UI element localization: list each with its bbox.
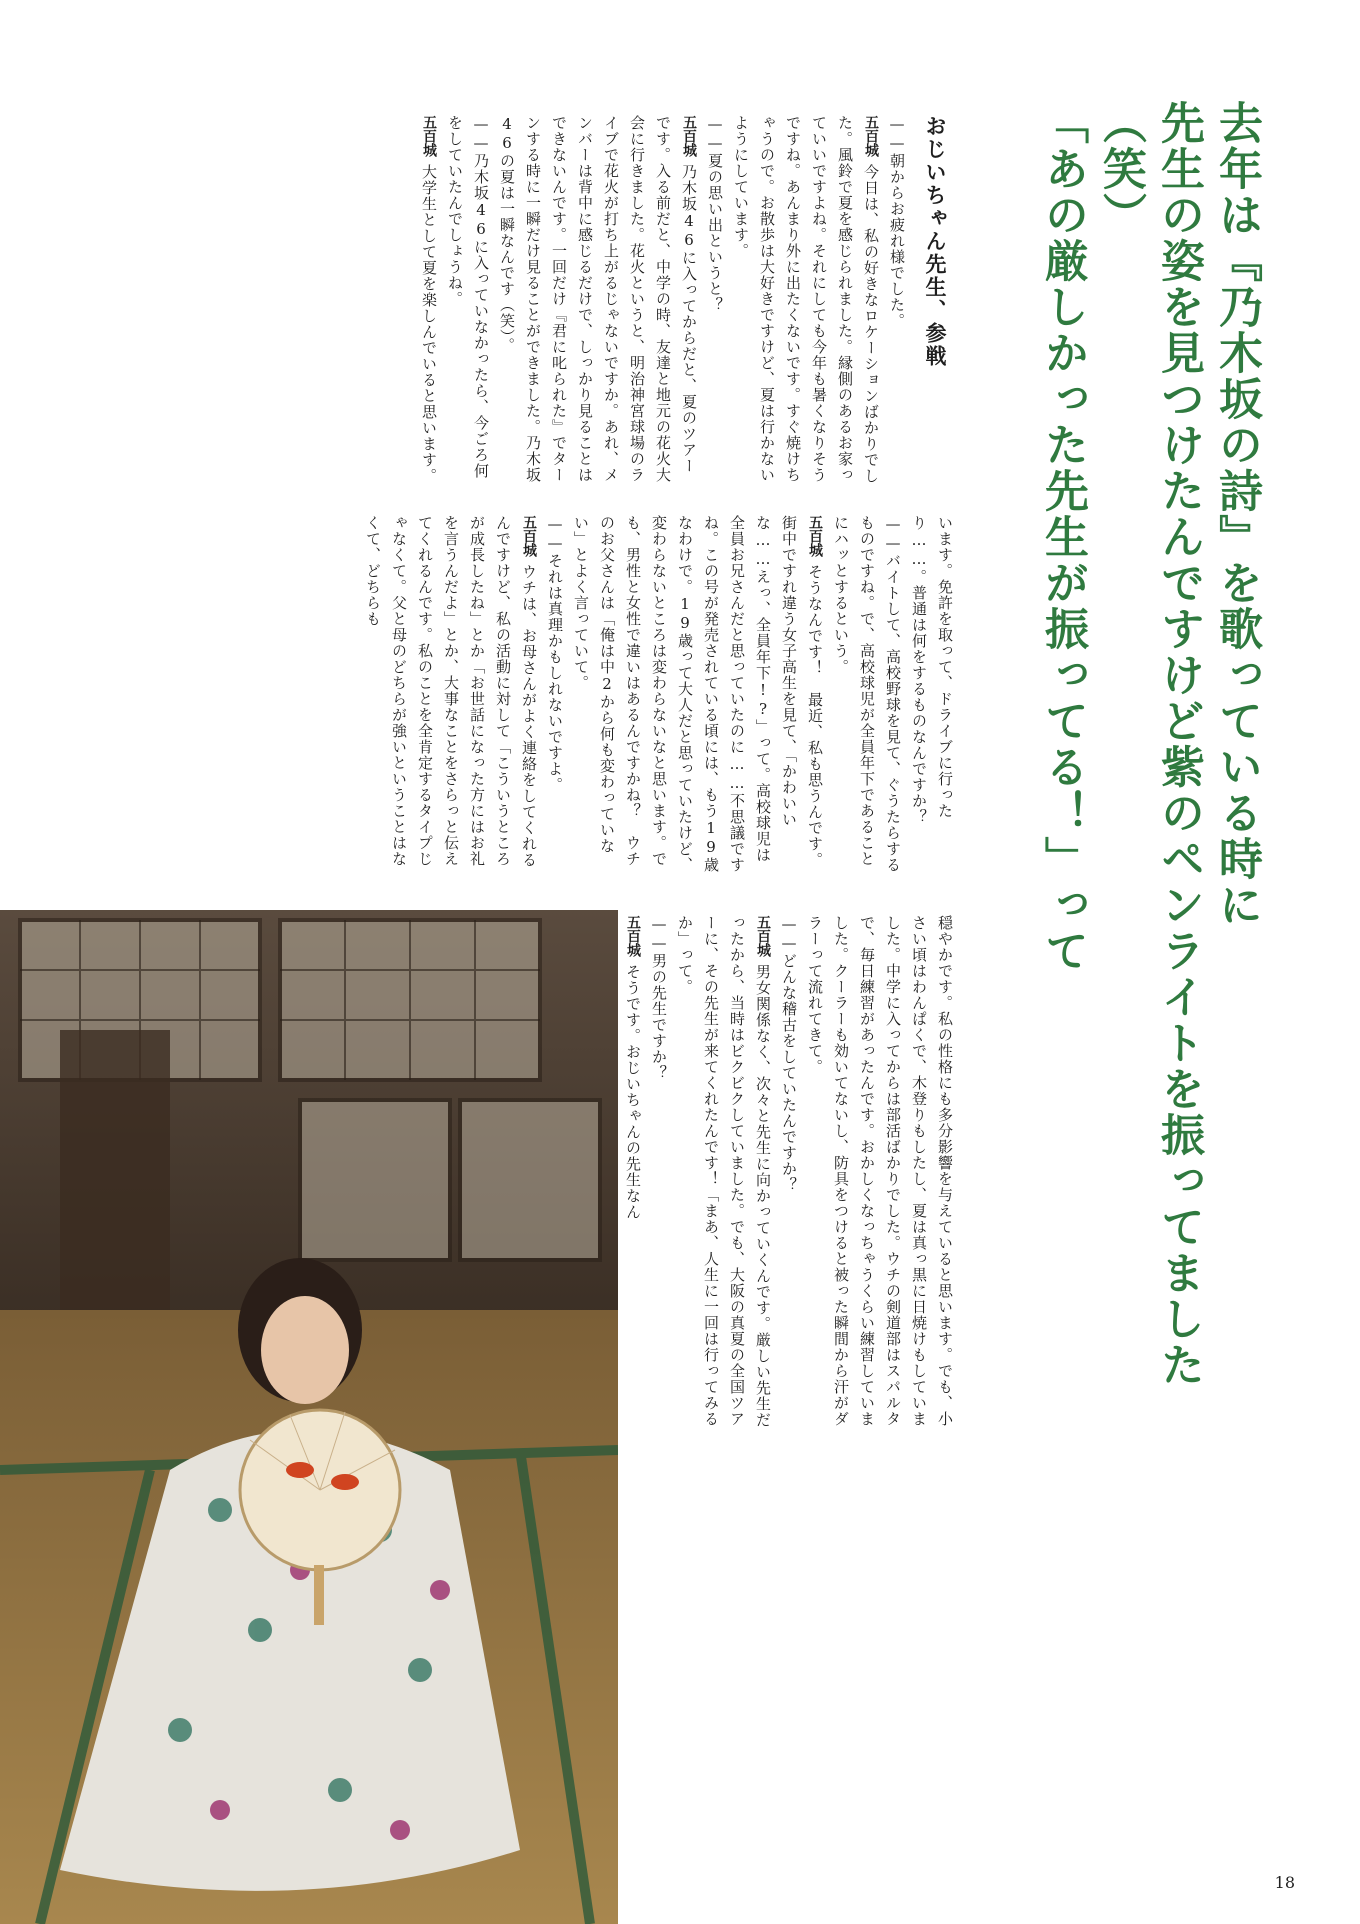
answer: 大学生として夏を楽しんでいると思います。 xyxy=(420,164,438,484)
question: ——バイトして、高校野球を見て、ぐうたらするものですね。で、高校球児が全員年下であることにハッとするという。 xyxy=(832,515,902,873)
headline-line-2: 先生の姿を見つけたんですけど紫のペンライトを振ってました（笑） xyxy=(1095,100,1204,1388)
page-number: 18 xyxy=(1274,1873,1295,1892)
gravure-photo xyxy=(0,910,618,1924)
photo-illustration xyxy=(0,910,618,1924)
answer: 乃木坂46に入ってからだと、夏のツアーです。入る前だと、中学の時、友達と地元の花火大会に行きました。花火というと、明治神宮球場のライブで花火が打ち上がるじゃないですか。あれ、メンバーは背中に感じるだけで、しっかり見ることはできないんです。一回だけ『君に叱られた』でターンする時に一瞬だけ見ることができました。乃木坂46の夏は一瞬なんです（笑）。 xyxy=(498,115,698,483)
answer: ウチは、お母さんがよく連絡をしてくれるんですけど、私の活動に対して「こういうところが成長したね」とか「お世話になった方にはお礼を言うんだよ」とか、大事なことをさらっと伝えてくれるんです。私のことを全肯定するタイプじゃなくて。父と母のどちらが強いということはなくて、どちらも xyxy=(364,515,538,868)
spacer xyxy=(910,115,920,487)
speaker-label: 五百城 xyxy=(681,115,697,157)
question: ——乃木坂46に入っていなかったら、今ごろ何をしていたんでしょうね。 xyxy=(446,115,490,479)
question: ——朝からお疲れ様でした。 xyxy=(888,115,906,329)
answer: そうなんです！ 最近、私も思うんです。街中ですれ違う女子高生を見て、「かわいいな……えっ、全員年下!?」って。高校球児は全員お兄さんだと思っていたのに……不思議ですね。この号が発売されている頃には、もう19歳なわけで。19歳って大人だと思っていたけど、変わらないところは変わらないなと思います。でも、男性と女性で違いはあるんですかね？ ウチのお父さんは「俺は中2から何も変わっていない」とよく言っていて。 xyxy=(572,515,824,873)
section-title: おじいちゃん先生、参戦 xyxy=(923,115,947,368)
headline-line-3: 「あの厳しかった先生が振ってる！」って xyxy=(1037,100,1088,974)
speaker-label: 五百城 xyxy=(625,915,641,957)
answer: そうです。おじいちゃんの先生なん xyxy=(624,964,642,1220)
speaker-label: 五百城 xyxy=(755,915,771,957)
interview-block-b xyxy=(360,515,958,875)
headline xyxy=(1033,100,1265,1440)
interview-block-a xyxy=(416,115,950,487)
question: ——男の先生ですか？ xyxy=(650,915,668,1081)
headline-line-1: 去年は『乃木坂の詩』を歌っている時に xyxy=(1211,100,1262,928)
continued-text: 穏やかです。私の性格にも多分影響を与えていると思います。でも、小さい頃はわんぱくで、木登りもしたし、夏は真っ黒に日焼けもしていました。中学に入ってからは部活ばかりでした。ウチの剣道部はスパルタで、毎日練習があったんです。おかしくなっちゃうくらい練習していました。クーラーも効いてないし、防具をつけると被った瞬間から汗がダラーって流れてきて。 xyxy=(806,915,954,1427)
question: ——夏の思い出というと？ xyxy=(706,115,724,313)
answer: 今日は、私の好きなロケーションばかりでした。風鈴で夏を感じられました。縁側のあるお家っていいですよね。それにしても今年も暑くなりそうですね。あんまり外に出たくないです。すぐ焼けちゃうので。お散歩は大好きですけど、夏は行かないようにしています。 xyxy=(732,115,880,484)
question: ——どんな稽古をしていたんですか？ xyxy=(780,915,798,1193)
speaker-label: 五百城 xyxy=(521,515,537,557)
speaker-label: 五百城 xyxy=(807,515,823,557)
speaker-label: 五百城 xyxy=(421,115,437,157)
speaker-label: 五百城 xyxy=(863,115,879,157)
answer: 男女関係なく、次々と先生に向かっていくんです。厳しい先生だったから、当時はビクビクしていました。でも、大阪の真夏の全国ツアーに、その先生が来てくれたんです！「まあ、人生に一回は行ってみるか」って。 xyxy=(676,915,772,1428)
question: ——それは真理かもしれないですよ。 xyxy=(546,515,564,793)
continued-text: います。免許を取って、ドライブに行ったり……。普通は何をするものなんですか？ xyxy=(910,515,954,825)
interview-block-c xyxy=(620,915,958,1435)
